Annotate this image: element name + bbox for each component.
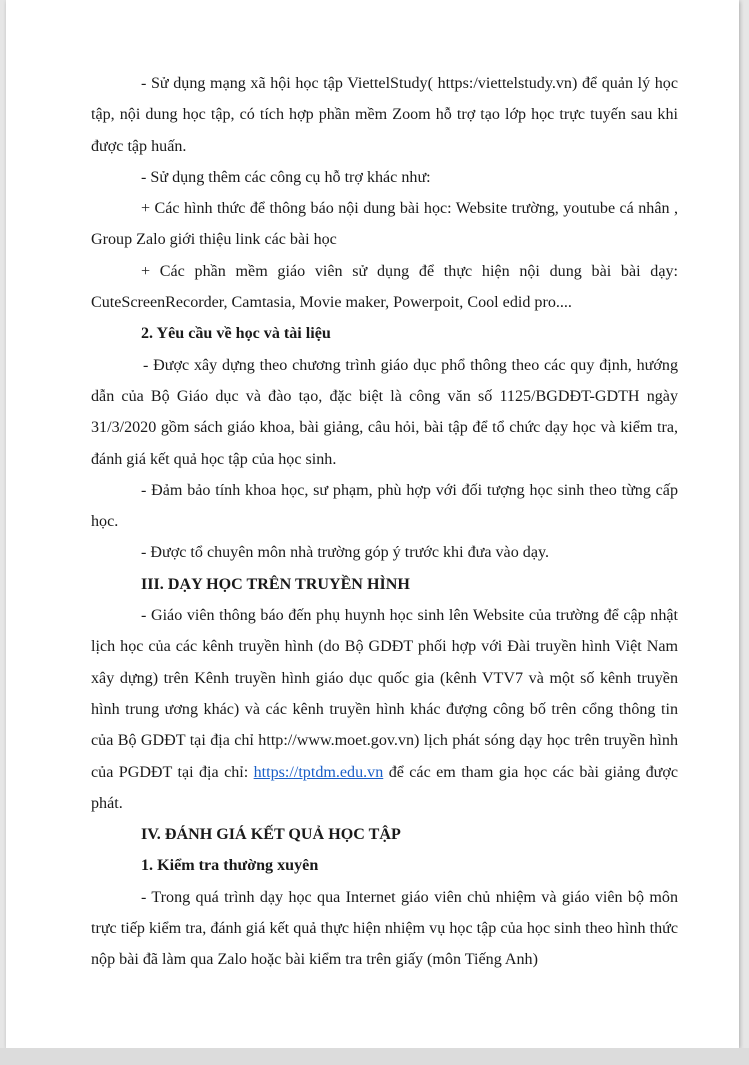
paragraph-review: - Được tổ chuyên môn nhà trường góp ý trước khi đưa vào dạy. bbox=[141, 544, 549, 562]
paragraph-software: + Các phần mềm giáo viên sử dụng để thực hiện nội dung bài bài dạy: CuteScreenRecorder, Camtasia, Movie maker, Powerpoit, Cool edid pro.... bbox=[91, 262, 678, 312]
tptdm-link[interactable]: https://tptdm.edu.vn bbox=[253, 763, 384, 781]
paragraph-internet-assessment: - Trong quá trình dạy học qua Internet giáo viên chủ nhiệm và giáo viên bộ môn trực tiếp kiểm tra, đánh giá kết quả thực hiện nhiệm vụ học tập của học sinh theo hình thức nộp bài đã làm qua Zalo hoặc bài kiểm tra trên giấy (môn Tiếng Anh) bbox=[91, 888, 678, 969]
paragraph-other-tools: - Sử dụng thêm các công cụ hỗ trợ khác như: bbox=[141, 168, 431, 186]
paragraph-tv-schedule bbox=[91, 600, 678, 819]
paragraph-viettelstudy: - Sử dụng mạng xã hội học tập ViettelStudy( https:/viettelstudy.vn) để quản lý học tập, nội dung học tập, có tích hợp phần mềm Zoom hỗ trợ tạo lớp học trực tuyến sau khi được tập huấn. bbox=[91, 75, 678, 155]
heading-regular-check: 1. Kiểm tra thường xuyên bbox=[141, 857, 319, 875]
paragraph-scientific: - Đảm bảo tính khoa học, sư phạm, phù hợp với đối tượng học sinh theo từng cấp học. bbox=[91, 481, 678, 531]
tv-schedule-tail: để các em tham gia học các bài giảng được phát. bbox=[91, 763, 678, 812]
heading-tv-teaching: III. DẠY HỌC TRÊN TRUYỀN HÌNH bbox=[141, 575, 410, 593]
heading-assessment: IV. ĐÁNH GIÁ KẾT QUẢ HỌC TẬP bbox=[141, 826, 401, 844]
heading-requirements: 2. Yêu cầu về học và tài liệu bbox=[141, 325, 331, 343]
document-page bbox=[6, 0, 739, 1048]
document-body bbox=[91, 68, 678, 976]
bottom-strip bbox=[0, 1048, 749, 1065]
tv-schedule-text: - Giáo viên thông báo đến phụ huynh học sinh lên Website của trường để cập nhật lịch học của các kênh truyền hình (do Bộ GDĐT phối hợp với Đài truyền hình Việt Nam xây dựng) trên Kênh truyền hình giáo dục quốc gia (kênh VTV7 và một số kênh truyền hình trung ương khác) và các kênh truyền hình khác đượng công bố trên cổng thông tin của Bộ GDĐT tại địa chỉ http://www.moet.gov.vn) lịch phát sóng dạy học trên truyền hình của PGDĐT tại địa chỉ: bbox=[91, 607, 678, 781]
paragraph-notification-forms: + Các hình thức để thông báo nội dung bài học: Website trường, youtube cá nhân , Group Zalo giới thiệu link các bài học bbox=[91, 200, 678, 249]
paragraph-curriculum: - Được xây dựng theo chương trình giáo dục phổ thông theo các quy định, hướng dẫn của Bộ Giáo dục và đào tạo, đặc biệt là công văn số 1125/BGDĐT-GDTH ngày 31/3/2020 gồm sách giáo khoa, bài giảng, câu hỏi, bài tập để tổ chức dạy học và kiểm tra, đánh giá kết quả học tập của học sinh. bbox=[91, 356, 678, 468]
